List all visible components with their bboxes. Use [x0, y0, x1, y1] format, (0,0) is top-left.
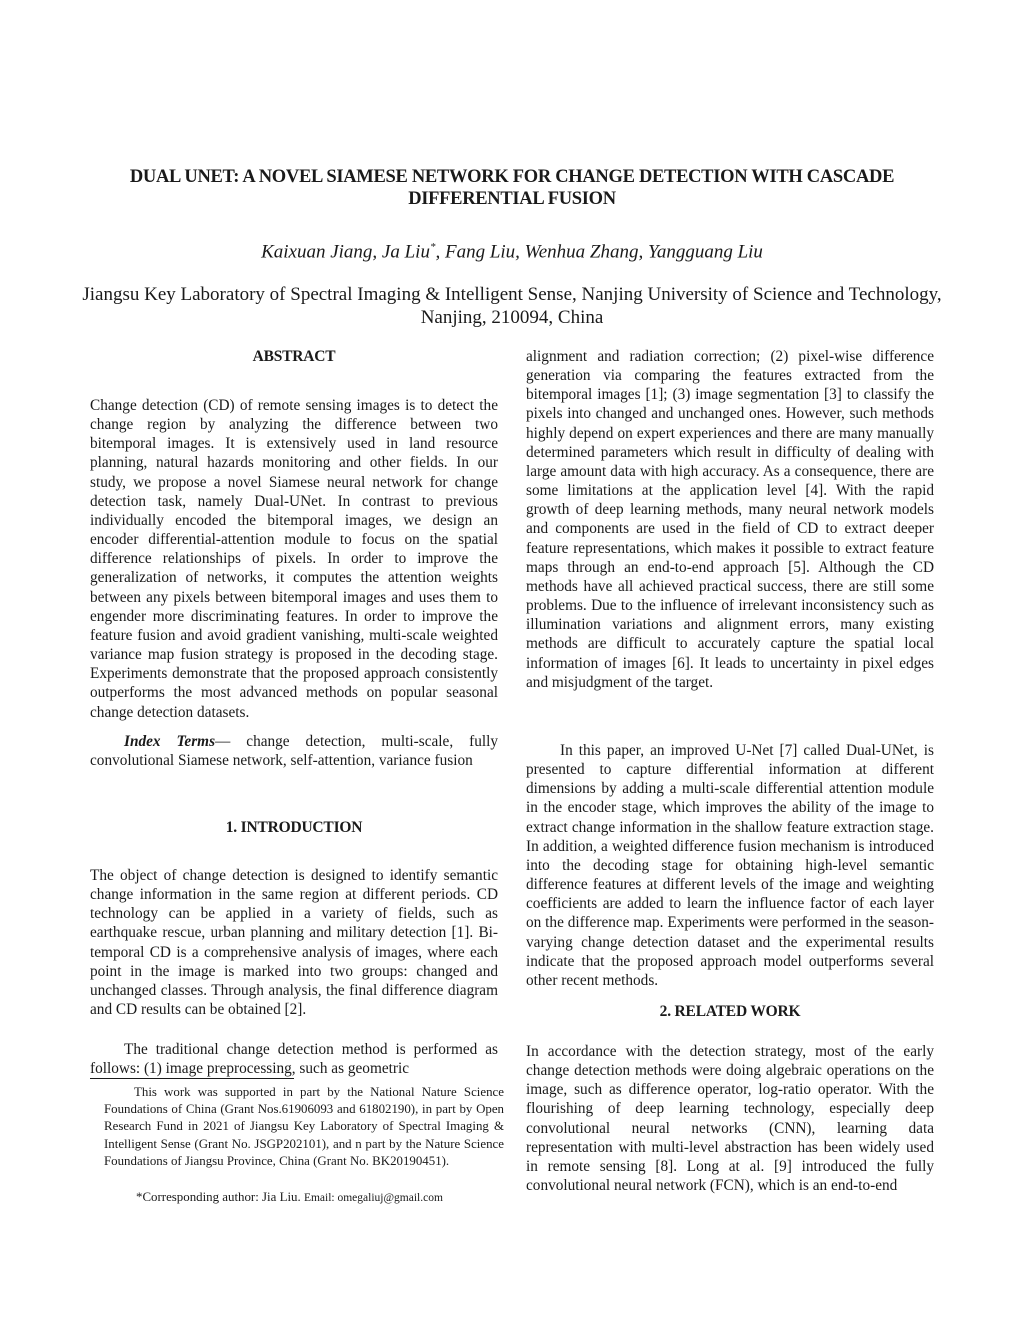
index-terms-text: change detection, multi-scale, fully convolutional Siamese network, self-attention, variance fusion	[90, 733, 498, 770]
author-list	[60, 235, 964, 264]
index-terms-dash: —	[215, 733, 247, 750]
index-terms-label: Index Terms	[124, 733, 216, 750]
funding-footnote: This work was supported in part by the National Nature Science Foundations of China (Grant Nos.61906093 and 61802190), in part by Open Research Fund in 2021 of Jiangsu Key Laboratory of Spectral Imaging & Intelligent Sense (Grant No. JSGP202101), and n part by the Nature Science Foundations of Jiangsu Province, China (Grant No. BK20190451).	[104, 1085, 504, 1168]
intro-paragraph-2: The traditional change detection method is performed as follows: (1) image preprocessing, such as geometric	[90, 1041, 498, 1078]
intro-paragraph-3: alignment and radiation correction; (2) pixel-wise difference generation via comparing the features extracted from the bitemporal images [1]; (3) image segmentation [3] to classify the pixels into changed and unchanged ones. However, such methods highly depend on expert experiences and there are many manually determined parameters which result in difficulty of dealing with large amount data with high accuracy. As a consequence, there are some limitations at the application level [4]. With the rapid growth of deep learning methods, many neural network models and components are used in the field of CD to extract deeper feature representations, which makes it possible to extract feature maps through an end-to-end approach [5]. Although the CD methods have all achieved practical success, there are still some problems. Due to the influence of irrelevant inconsistency such as illumination variations and alignment errors, many existing methods are difficult to accurately capture the spatial local information of images [6]. It leads to uncertainty in pixel edges and misjudgment of the target.	[526, 348, 934, 691]
abstract-text: Change detection (CD) of remote sensing images is to detect the change region by analyzing the difference between two bitemporal images. It is extensively used in land resource planning, natural hazards monitoring and other fields. In our study, we propose a novel Siamese neural network for change detection task, namely Dual-UNet. In contrast to previous individually encoded the bitemporal images, we design an encoder differential-attention module to focus on the spatial difference relationships of pixels. In order to improve the generalization of networks, it computes the attention weights between any pixels between bitemporal images and uses them to engender more discriminating features. In order to improve the feature fusion and avoid gradient vanishing, multi-scale weighted variance map fusion strategy is proposed in the decoding stage. Experiments demonstrate that the proposed approach consistently outperforms the most advanced methods on popular seasonal change detection datasets.	[90, 397, 498, 721]
abstract-heading: ABSTRACT	[252, 348, 336, 365]
affiliation: Jiangsu Key Laboratory of Spectral Imaging & Intelligent Sense, Nanjing University of Science and Technology, Nanjing, 210094, China	[82, 284, 942, 328]
authors-rest: , Fang Liu, Wenhua Zhang, Yangguang Liu	[435, 241, 763, 263]
introduction-heading: 1. INTRODUCTION	[225, 819, 363, 836]
authors-first: Kaixuan Jiang, Ja Liu	[261, 241, 430, 263]
author-email: Email: omegaliuj@gmail.com	[303, 1192, 443, 1204]
corresponding-author: *Corresponding author: Jia Liu.	[136, 1190, 301, 1204]
paper-title: DUAL UNET: A NOVEL SIAMESE NETWORK FOR CHANGE DETECTION WITH CASCADE DIFFERENTIAL FUSION	[129, 167, 895, 209]
intro-paragraph-1: The object of change detection is designed to identify semantic change information in the same region at different periods. CD technology can be applied in a variety of fields, such as earthquake rescue, urban planning and military detection [1]. Bi-temporal CD is a comprehensive analysis of images, where each point in the image is marked into two groups: changed and unchanged classes. Through analysis, the final difference diagram and CD results can be obtained [2].	[90, 867, 498, 1019]
index-terms	[90, 732, 498, 770]
footnote-divider	[90, 1078, 294, 1079]
related-work-heading: 2. RELATED WORK	[659, 1003, 801, 1020]
corresponding-author-note	[136, 1189, 443, 1207]
corresponding-mark: *	[429, 241, 436, 253]
related-work-paragraph-1: In accordance with the detection strategy, most of the early change detection methods were doing algebraic operations on the image, such as difference operator, log-ratio operator. With the flourishing of deep learning technology, especially deep convolutional neural networks (CNN), learning data representation with multi-level abstraction has been widely used in remote sensing [8]. Long at al. [9] introduced the fully convolutional neural network (FCN), which is an end-to-end	[526, 1043, 934, 1195]
intro-paragraph-4: In this paper, an improved U-Net [7] called Dual-UNet, is presented to capture differential information at different dimensions by adding a multi-scale differential attention module in the encoder stage, which improves the ability of the image to extract change information in the shallow feature extraction stage. In addition, a weighted difference fusion mechanism is introduced into the decoding stage for obtaining high-level semantic difference features at different levels of the image and weighting coefficients are added to learn the influence factor of each layer on the difference map. Experiments were performed in the season-varying change detection dataset and the experimental results indicate that the proposed approach model outperforms several other recent methods.	[526, 742, 934, 989]
